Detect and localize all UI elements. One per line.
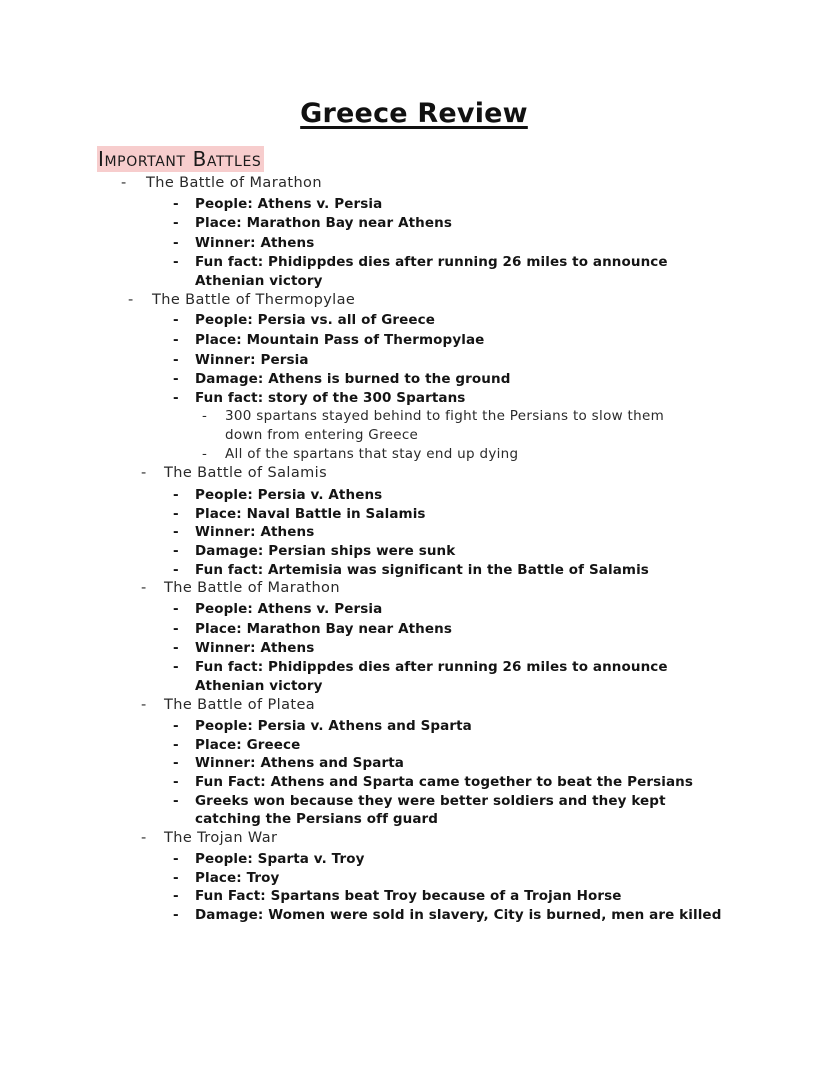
battle-detail: - Place: Marathon Bay near Athens xyxy=(173,621,452,637)
battle-detail: - People: Persia v. Athens xyxy=(173,487,383,503)
section-heading: Important Battles xyxy=(97,146,264,172)
battle-detail: - Fun fact: Phidippdes dies after running 26 miles to announce xyxy=(173,254,668,270)
battle-detail: - Winner: Persia xyxy=(173,352,309,368)
battle-detail: - Fun Fact: Spartans beat Troy because of a Trojan Horse xyxy=(173,888,622,904)
battle-detail: - Place: Troy xyxy=(173,870,280,886)
battle-heading: - The Trojan War xyxy=(141,830,278,846)
battle-detail: - Fun fact: story of the 300 Spartans xyxy=(173,390,466,406)
battle-detail: - Damage: Women were sold in slavery, City is burned, men are killed xyxy=(173,907,722,923)
battle-detail-continued: catching the Persians off guard xyxy=(195,811,439,827)
page-title: Greece Review xyxy=(300,98,528,129)
battle-heading: - The Battle of Thermopylae xyxy=(128,292,356,308)
battle-heading: - The Battle of Salamis xyxy=(141,465,328,481)
battle-detail: - Place: Mountain Pass of Thermopylae xyxy=(173,332,485,348)
battle-detail: - People: Athens v. Persia xyxy=(173,601,383,617)
battle-detail: - People: Sparta v. Troy xyxy=(173,851,365,867)
battle-heading: - The Battle of Marathon xyxy=(121,175,322,191)
battle-detail: - Damage: Persian ships were sunk xyxy=(173,543,456,559)
battle-detail: - People: Athens v. Persia xyxy=(173,196,383,212)
battle-detail: - Greeks won because they were better soldiers and they kept xyxy=(173,793,666,809)
battle-detail: - Fun fact: Artemisia was significant in the Battle of Salamis xyxy=(173,562,649,578)
battle-detail: - People: Persia v. Athens and Sparta xyxy=(173,718,472,734)
battle-detail: - Winner: Athens xyxy=(173,235,315,251)
battle-sub-detail-continued: down from entering Greece xyxy=(225,427,419,443)
battle-detail: - Winner: Athens xyxy=(173,524,315,540)
battle-sub-detail: - 300 spartans stayed behind to fight the Persians to slow them xyxy=(202,408,665,424)
battle-sub-detail: - All of the spartans that stay end up dying xyxy=(202,446,519,462)
battle-detail-continued: Athenian victory xyxy=(195,273,323,289)
battle-detail: - People: Persia vs. all of Greece xyxy=(173,312,436,328)
battle-detail: - Winner: Athens and Sparta xyxy=(173,755,404,771)
battle-detail: - Place: Naval Battle in Salamis xyxy=(173,506,426,522)
battle-detail: - Fun Fact: Athens and Sparta came together to beat the Persians xyxy=(173,774,694,790)
battle-detail: - Fun fact: Phidippdes dies after running 26 miles to announce xyxy=(173,659,668,675)
battle-detail: - Place: Marathon Bay near Athens xyxy=(173,215,452,231)
battle-heading: - The Battle of Platea xyxy=(141,697,316,713)
battle-detail: - Place: Greece xyxy=(173,737,301,753)
battle-detail: - Damage: Athens is burned to the ground xyxy=(173,371,511,387)
battle-detail: - Winner: Athens xyxy=(173,640,315,656)
battle-heading: - The Battle of Marathon xyxy=(141,580,340,596)
battle-detail-continued: Athenian victory xyxy=(195,678,323,694)
